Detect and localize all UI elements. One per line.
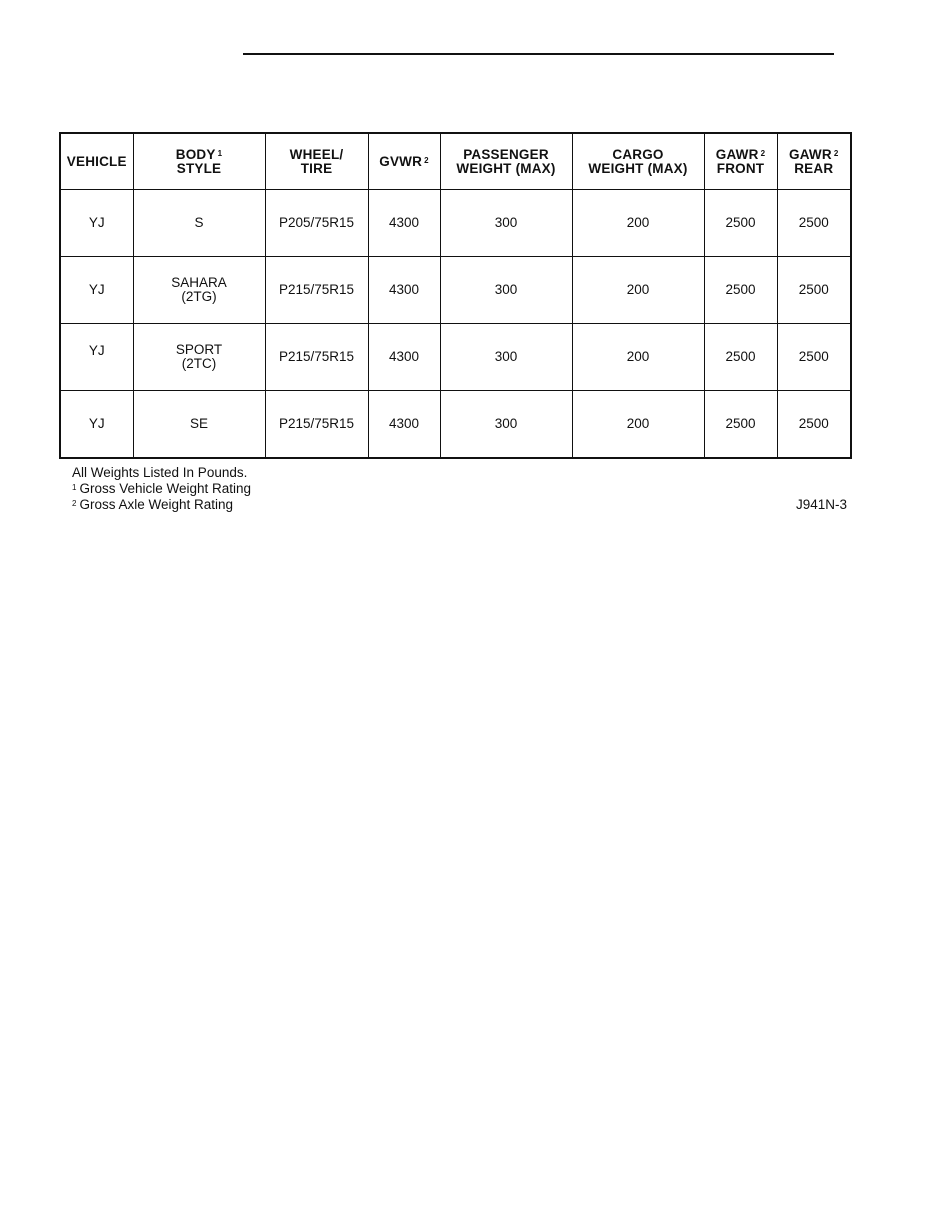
cell-gawr-rear: 2500 — [777, 190, 851, 257]
cell-passenger-weight: 300 — [440, 324, 572, 391]
cell-passenger-weight: 300 — [440, 391, 572, 459]
header-wheel-tire: WHEEL/ TIRE — [265, 133, 368, 190]
cell-gawr-front: 2500 — [704, 257, 777, 324]
table-notes — [72, 465, 251, 513]
cell-vehicle: YJ — [60, 391, 133, 459]
cell-cargo-weight: 200 — [572, 190, 704, 257]
cell-vehicle: YJ — [60, 257, 133, 324]
cell-body-style: SPORT (2TC) — [133, 324, 265, 391]
cell-gawr-front: 2500 — [704, 190, 777, 257]
cell-body-style: SAHARA (2TG) — [133, 257, 265, 324]
cell-wheel-tire: P215/75R15 — [265, 257, 368, 324]
table-row — [60, 257, 851, 324]
header-gvwr: GVWR $^2$ — [368, 133, 440, 190]
header-body-style: BODY $^1$ STYLE — [133, 133, 265, 190]
cell-gvwr: 4300 — [368, 391, 440, 459]
cell-gawr-rear: 2500 — [777, 324, 851, 391]
header-gawr-front: GAWR $^2$ FRONT — [704, 133, 777, 190]
cell-body-style: SE — [133, 391, 265, 459]
cell-passenger-weight: 300 — [440, 257, 572, 324]
vehicle-weight-table — [59, 132, 852, 459]
units-note: All Weights Listed In Pounds. — [72, 465, 248, 480]
header-passenger-weight: PASSENGER WEIGHT (MAX) — [440, 133, 572, 190]
cell-gawr-rear: 2500 — [777, 257, 851, 324]
cell-gawr-rear: 2500 — [777, 391, 851, 459]
header-vehicle: VEHICLE — [60, 133, 133, 190]
cell-wheel-tire: P215/75R15 — [265, 324, 368, 391]
footnote-2: $^2$ Gross Axle Weight Rating — [72, 497, 234, 512]
cell-cargo-weight: 200 — [572, 324, 704, 391]
cell-gvwr: 4300 — [368, 324, 440, 391]
cell-cargo-weight: 200 — [572, 257, 704, 324]
cell-gvwr: 4300 — [368, 190, 440, 257]
cell-body-style: S — [133, 190, 265, 257]
cell-passenger-weight: 300 — [440, 190, 572, 257]
cell-gawr-front: 2500 — [704, 324, 777, 391]
top-rule — [243, 53, 834, 55]
header-row — [60, 133, 851, 190]
cell-cargo-weight: 200 — [572, 391, 704, 459]
cell-wheel-tire: P215/75R15 — [265, 391, 368, 459]
cell-gawr-front: 2500 — [704, 391, 777, 459]
table-row — [60, 391, 851, 459]
figure-id: J941N-3 — [796, 497, 848, 512]
header-gawr-rear: GAWR $^2$ REAR — [777, 133, 851, 190]
cell-gvwr: 4300 — [368, 257, 440, 324]
cell-vehicle: YJ — [60, 324, 133, 391]
cell-wheel-tire: P205/75R15 — [265, 190, 368, 257]
table-row — [60, 190, 851, 257]
table-row — [60, 324, 851, 391]
cell-vehicle: YJ — [60, 190, 133, 257]
footnote-1: $^1$ Gross Vehicle Weight Rating — [72, 481, 252, 496]
header-cargo-weight: CARGO WEIGHT (MAX) — [572, 133, 704, 190]
